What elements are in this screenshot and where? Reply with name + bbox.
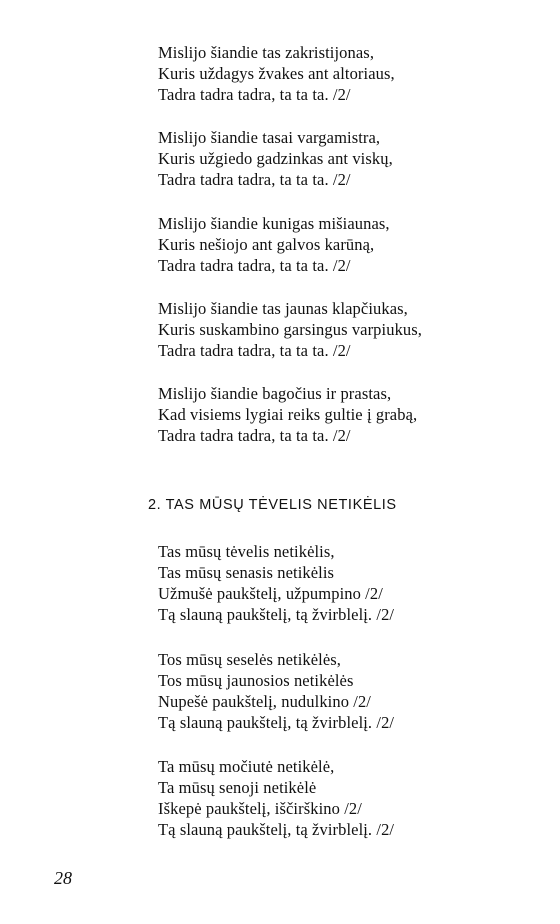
song2-stanza-1	[158, 541, 538, 625]
verse-line: Tas mūsų tėvelis netikėlis,	[158, 542, 335, 561]
verse-line: Ta mūsų senoji netikėlė	[158, 778, 317, 797]
verse-line: Kad visiems lygiai reiks gultie į grabą,	[158, 405, 418, 424]
song2-stanza-2	[158, 649, 538, 733]
verse-line: Užmušė paukštelį, užpumpino /2/	[158, 584, 383, 603]
song2-stanza-3	[158, 756, 538, 840]
song-heading: 2. TAS MŪSŲ TĖVELIS NETIKĖLIS	[148, 497, 397, 513]
verse-line: Tadra tadra tadra, ta ta ta. /2/	[158, 341, 351, 360]
song1-stanza-1	[158, 42, 538, 105]
verse-line: Nupešė paukštelį, nudulkino /2/	[158, 692, 371, 711]
verse-line: Tadra tadra tadra, ta ta ta. /2/	[158, 85, 351, 104]
song1-stanza-3	[158, 213, 538, 276]
verse-line: Tą slauną paukštelį, tą žvirblelį. /2/	[158, 713, 395, 732]
verse-line: Mislijo šiandie tas zakristijonas,	[158, 43, 375, 62]
verse-line: Mislijo šiandie kunigas mišiaunas,	[158, 214, 390, 233]
verse-line: Kuris uždagys žvakes ant altoriaus,	[158, 64, 395, 83]
verse-line: Kuris užgiedo gadzinkas ant viskų,	[158, 149, 393, 168]
verse-line: Tos mūsų seselės netikėlės,	[158, 650, 342, 669]
verse-line: Mislijo šiandie bagočius ir prastas,	[158, 384, 392, 403]
verse-line: Iškepė paukštelį, iščirškino /2/	[158, 799, 362, 818]
verse-line: Kuris suskambino garsingus varpiukus,	[158, 320, 423, 339]
verse-line: Tos mūsų jaunosios netikėlės	[158, 671, 354, 690]
verse-line: Tas mūsų senasis netikėlis	[158, 563, 335, 582]
verse-line: Tą slauną paukštelį, tą žvirblelį. /2/	[158, 820, 395, 839]
song1-stanza-4	[158, 298, 538, 361]
verse-line: Tadra tadra tadra, ta ta ta. /2/	[158, 426, 351, 445]
verse-line: Tą slauną paukštelį, tą žvirblelį. /2/	[158, 605, 395, 624]
verse-line: Tadra tadra tadra, ta ta ta. /2/	[158, 256, 351, 275]
verse-line: Tadra tadra tadra, ta ta ta. /2/	[158, 170, 351, 189]
page-number: 28	[54, 868, 72, 888]
verse-line: Mislijo šiandie tas jaunas klapčiukas,	[158, 299, 408, 318]
song1-stanza-5	[158, 383, 538, 446]
song1-stanza-2	[158, 127, 538, 190]
verse-line: Mislijo šiandie tasai vargamistra,	[158, 128, 381, 147]
verse-line: Ta mūsų močiutė netikėlė,	[158, 757, 335, 776]
verse-line: Kuris nešiojo ant galvos karūną,	[158, 235, 375, 254]
